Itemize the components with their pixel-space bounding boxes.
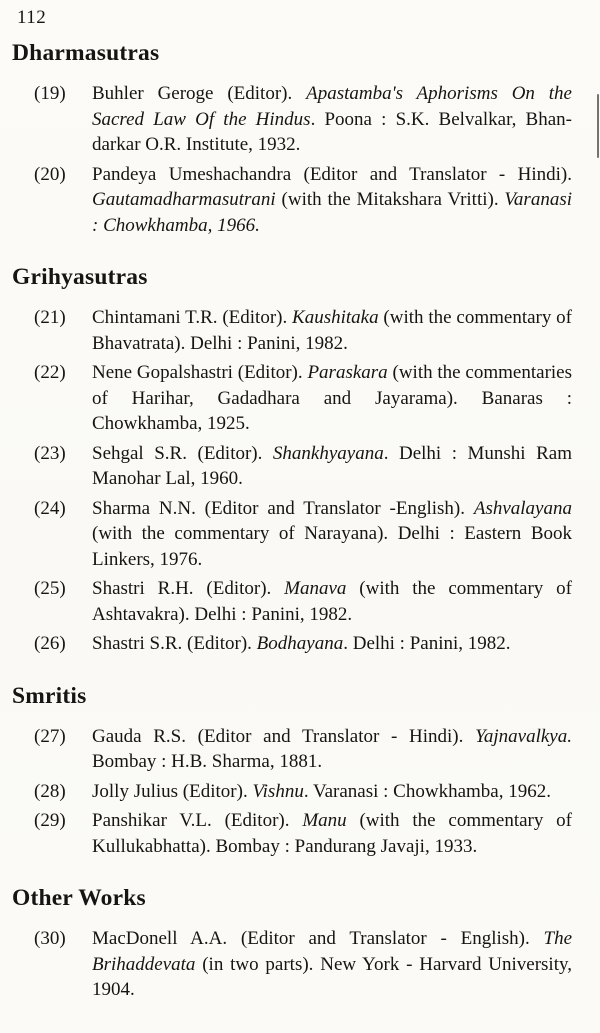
page-number: 112 <box>17 7 47 28</box>
entry-number: (20) <box>34 163 66 185</box>
entry-number: (27) <box>34 725 66 747</box>
bibliography-entry <box>34 724 572 775</box>
bibliography-entry <box>34 779 572 805</box>
section-heading: Other Works <box>12 885 146 911</box>
bibliography-entry <box>34 162 572 239</box>
section-heading: Dharmasutras <box>12 40 160 66</box>
entry-list <box>12 724 572 860</box>
scan-edge-artifact <box>597 94 599 158</box>
section-heading: Grihyasutras <box>12 264 148 290</box>
entry-number: (30) <box>34 928 66 949</box>
bibliography-entry <box>34 496 572 573</box>
entry-number: (26) <box>34 633 66 654</box>
bibliography-entry <box>34 305 572 356</box>
entry-text: Nene Gopalshastri (Editor). Paraskara (with the commentaries of Harihar, Gadadhara and Jayarama). Banaras : Chowkhamba, 1925. <box>92 362 572 434</box>
entry-text: Shastri R.H. (Editor). Manava (with the commentary of Ashtavakra). Delhi : Panini, 1982. <box>92 578 573 625</box>
entry-text: Shastri S.R. (Editor). Bodhayana. Delhi : Panini, 1982. <box>92 633 511 654</box>
bibliography-entry <box>34 926 572 1003</box>
entry-text: Jolly Julius (Editor). Vishnu. Varanasi : Chowkhamba, 1962. <box>92 780 551 802</box>
entry-text: MacDonell A.A. (Editor and Translator - English). The Brihaddevata (in two parts). New York - Harvard University, 1904. <box>92 928 572 1000</box>
entry-text: Sharma N.N. (Editor and Translator -English). Ashvalayana (with the commentary of Narayana). Delhi : Eastern Book Linkers, 1976. <box>92 497 572 570</box>
bibliography-entry <box>34 808 572 859</box>
section-heading: Smritis <box>12 682 87 709</box>
entry-text: Gauda R.S. (Editor and Translator - Hindi). Yajnavalkya. Bombay : H.B. Sharma, 1881. <box>92 725 572 772</box>
bibliography-sections <box>12 40 572 1003</box>
entry-text: Sehgal S.R. (Editor). Shankhyayana. Delhi : Munshi Ram Manohar Lal, 1960. <box>92 442 572 489</box>
entry-list <box>12 305 572 657</box>
entry-number: (24) <box>34 497 66 519</box>
entry-number: (23) <box>34 442 66 464</box>
entry-text: Buhler Geroge (Editor). Apastamba's Aphorisms On the Sacred Law Of the Hindus. Poona : S.K. Belvalkar, Bhandarkar O.R. Institute, 1932. <box>92 83 572 155</box>
entry-list <box>12 81 572 238</box>
bibliography-entry <box>34 576 572 627</box>
entry-number: (19) <box>34 83 66 104</box>
entry-list <box>12 926 572 1003</box>
bibliography-entry <box>34 81 572 158</box>
entry-text: Panshikar V.L. (Editor). Manu (with the commentary of Kullukabhatta). Bombay : Pandurang Javaji, 1933. <box>92 810 572 857</box>
entry-number: (25) <box>34 578 66 599</box>
entry-text: Pandeya Umeshachandra (Editor and Translator - Hindi). Gautamadharmasutrani (with the Mitakshara Vritti). Varanasi : Chowkhamba, 1966. <box>92 163 572 236</box>
bibliography-entry <box>34 441 572 492</box>
entry-number: (21) <box>34 307 66 328</box>
entry-number: (29) <box>34 810 66 831</box>
entry-number: (22) <box>34 362 66 383</box>
bibliography-entry <box>34 360 572 437</box>
entry-number: (28) <box>34 780 66 802</box>
entry-text: Chintamani T.R. (Editor). Kaushitaka (with the commentary of Bhavatrata). Delhi : Panini, 1982. <box>92 307 573 354</box>
bibliography-entry <box>34 631 572 657</box>
